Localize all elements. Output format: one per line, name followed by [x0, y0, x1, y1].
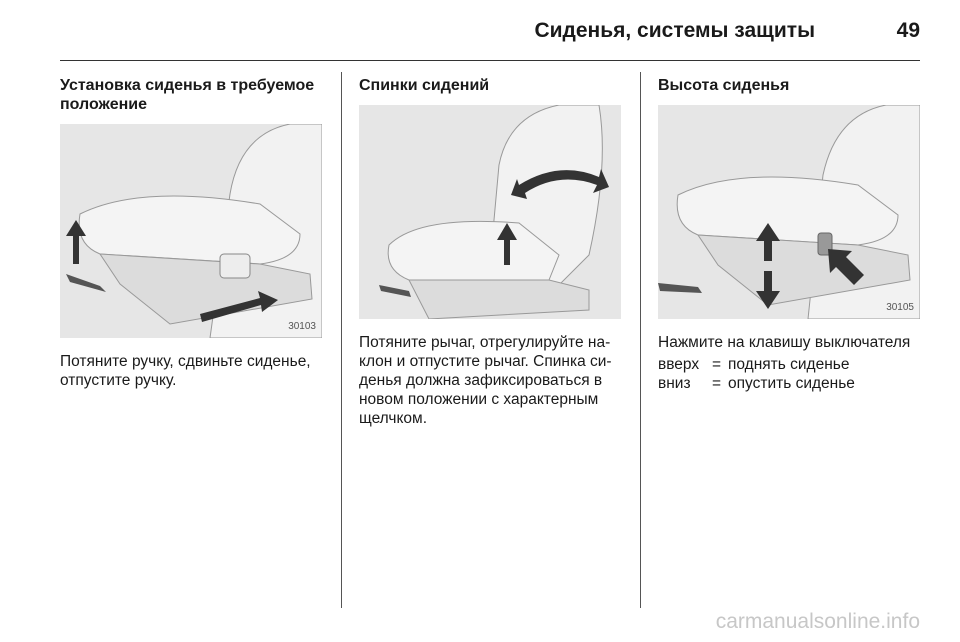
definition-row — [658, 355, 920, 374]
header-divider — [60, 60, 920, 61]
seat-back-drawing — [359, 105, 621, 319]
section-body — [359, 333, 621, 428]
page-header-title: Сиденья, системы защиты — [534, 19, 815, 42]
definition-term: вниз — [658, 375, 691, 392]
definition-separator: = — [712, 375, 722, 392]
seat-height-drawing — [658, 105, 920, 319]
section-seat-backs — [359, 76, 621, 428]
section-heading: Установка сиденья в требуемое положение — [60, 77, 315, 113]
figure-number: 30105 — [886, 302, 914, 313]
column-divider — [640, 72, 641, 608]
seat-back-illustration — [359, 105, 621, 319]
section-seat-height — [658, 76, 920, 393]
definition-description: поднять сиденье — [728, 356, 850, 373]
instruction-text: Потяните рычаг, отрегулируйте на-клон и отпустите рычаг. Спинка си-денья должна зафиксироваться в новом положении с характерным щелчком. — [359, 334, 612, 427]
seat-position-illustration — [60, 124, 322, 338]
instruction-text: Нажмите на клавишу выключателя — [658, 334, 911, 351]
page-number: 49 — [896, 19, 920, 42]
watermark: carmanualsonline.info — [715, 610, 920, 633]
seat-slide-drawing — [60, 124, 322, 338]
seat-height-illustration — [658, 105, 920, 319]
definition-separator: = — [712, 356, 722, 373]
column-divider — [341, 72, 342, 608]
definition-term: вверх — [658, 356, 700, 373]
definition-row — [658, 374, 920, 393]
section-heading: Высота сиденья — [658, 77, 790, 94]
section-body — [60, 352, 322, 390]
figure-number: 30103 — [288, 321, 316, 332]
section-heading: Спинки сидений — [359, 77, 490, 94]
instruction-text: Потяните ручку, сдвиньте сиденье, отпустите ручку. — [60, 353, 311, 389]
section-seat-position — [60, 76, 322, 390]
section-body — [658, 333, 920, 393]
definition-description: опустить сиденье — [728, 375, 855, 392]
